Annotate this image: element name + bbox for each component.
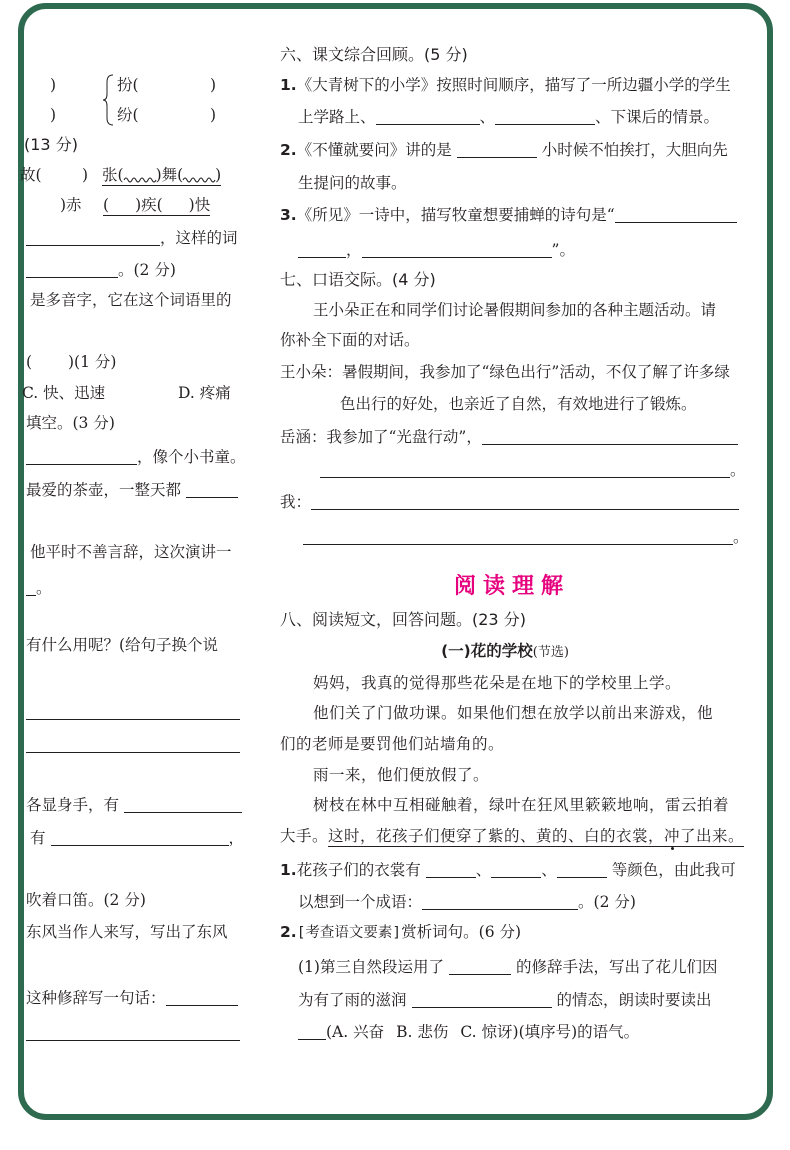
question-text: 他平时不善言辞，这次演讲一 (30, 543, 232, 561)
question-text: 《大青树下的小学》按照时间顺序，描写了一所边疆小学的学生 (296, 76, 731, 94)
separator: ， (346, 241, 362, 259)
question-text: 。(2 分) (118, 261, 176, 279)
question-6-1 (280, 75, 731, 95)
question-text: 的情态，朗读时要读出 (556, 991, 712, 1009)
passage-paragraph: 雨一来，他们便放假了。 (313, 766, 490, 784)
dialogue-wang-cont: 色出行的好处，也亲近了自然，有效地进行了锻炼。 (340, 395, 697, 413)
passage-paragraph: 妈妈，我真的觉得那些花朵是在地下的学校里上学。 (313, 674, 682, 692)
passage-text: 了出来。 (680, 827, 745, 845)
question-text: ) (215, 166, 222, 184)
passage-note: (节选) (532, 645, 569, 660)
separator: 、 (479, 108, 496, 126)
question-8-2-1 (298, 957, 718, 977)
paren-close: ) (82, 166, 89, 184)
paren-close: ) (210, 76, 217, 94)
separator: 、 (541, 861, 557, 879)
passage-title (395, 641, 615, 663)
question-line (26, 988, 238, 1008)
question-line (30, 828, 244, 848)
question-text: ，这样的词 (160, 229, 238, 247)
answer-blank (26, 707, 240, 720)
answer-blank (109, 200, 135, 210)
question-text: )快 (188, 196, 211, 214)
question-line (26, 795, 242, 815)
answer-blank (482, 432, 738, 445)
question-number: 2. (280, 141, 297, 159)
question-number: 2. (280, 923, 297, 941)
answer-blank (163, 200, 189, 210)
question-8-1 (280, 860, 736, 880)
answer-blank (311, 497, 739, 510)
answer-blank (495, 112, 595, 125)
question-line (26, 578, 52, 598)
answer-blank (303, 532, 733, 545)
section-title-8: 八、阅读短文，回答问题。(23 分) (280, 610, 526, 629)
dialogue-me-cont (303, 527, 749, 547)
question-number: 3. (280, 206, 297, 224)
choice-d: D. 疼痛 (178, 384, 231, 402)
score-label: )(1 分) (68, 353, 117, 371)
question-text: 《所见》一诗中，描写牧童想要捕蝉的诗句是“ (296, 206, 615, 224)
answer-blank (26, 233, 160, 246)
question-text: 以想到一个成语： (298, 893, 423, 911)
question-text: 。 (36, 579, 52, 597)
question-text: )疾( (135, 196, 163, 214)
section-banner-reading: 阅读理解 (453, 574, 570, 599)
question-text: 上学路上、 (298, 108, 376, 126)
wavy-blank (124, 176, 156, 184)
choice-a: (A. 兴奋 (326, 1023, 385, 1041)
separator: 、 (595, 108, 611, 126)
question-8-1-line-2 (298, 892, 636, 912)
question-text: 花孩子们的衣裳有 (296, 861, 421, 879)
answer-blank (26, 740, 240, 753)
choice-c: C. 快、迅速 (22, 384, 106, 402)
section-title-6: 六、课文综合回顾。(5 分) (280, 45, 468, 64)
question-text: 是多音字，它在这个词语里的 (30, 291, 232, 309)
score-label: (13 分) (24, 135, 78, 154)
question-text: 最爱的茶壶，一整天都 (26, 481, 182, 499)
dialogue-yue-cont (320, 460, 746, 480)
dialogue-yue (280, 427, 738, 447)
blank-group (103, 195, 210, 215)
word-option-2: 纷( (117, 106, 139, 124)
question-text: 下课后的情景。 (610, 108, 720, 126)
question-8-2 (280, 922, 521, 943)
question-6-2-line-2: 生提问的故事。 (298, 174, 407, 192)
answer-blank (376, 112, 480, 125)
paren-close: ) (210, 106, 217, 124)
question-text: 小时候不怕挨打，大胆向先 (541, 141, 728, 159)
choice-c: C. 惊讶)(填序号)的语气。 (460, 1023, 640, 1041)
question-6-3 (280, 205, 737, 225)
answer-blank (124, 800, 242, 813)
question-text: ，像个小书童。 (137, 448, 246, 466)
question-line (26, 260, 176, 280)
passage-text: 大手。 (280, 827, 329, 845)
sub-question-label: (1) (298, 958, 320, 976)
answer-blank (26, 1028, 240, 1041)
question-text: ”。 (551, 241, 575, 259)
question-line (26, 447, 246, 467)
answer-blank (449, 962, 511, 975)
answer-blank (51, 833, 229, 846)
paren-close: ) (50, 106, 57, 124)
question-number: 1. (280, 76, 297, 94)
brace-bracket (102, 74, 114, 126)
answer-blank (26, 265, 118, 278)
question-text: 各显身手，有 (26, 796, 120, 814)
dialogue-text: 岳涵：我参加了“光盘行动”， (280, 428, 482, 446)
question-text: 赏析词句。(6 分) (401, 923, 522, 941)
answer-blank (491, 865, 541, 878)
question-text: 东风当作人来写，写出了东风 (26, 923, 228, 941)
answer-blank (320, 465, 730, 478)
answer-line (26, 735, 240, 755)
question-text: 第三自然段运用了 (319, 958, 444, 976)
answer-blank (298, 245, 346, 258)
question-text: ， (228, 829, 245, 847)
dialogue-wang: 王小朵：暑假期间，我参加了“绿色出行”活动，不仅了解了许多绿 (280, 363, 730, 381)
answer-blank (426, 865, 476, 878)
underlined-sentence (328, 827, 744, 847)
question-text: 的修辞手法，写出了花儿们因 (515, 958, 718, 976)
answer-blank (362, 245, 552, 258)
intro-text: 你补全下面的对话。 (280, 331, 420, 349)
dialogue-text: 我： (280, 493, 312, 511)
question-text: 张( (102, 166, 124, 184)
intro-text: 王小朵正在和同学们讨论暑假期间参加的各种主题活动。请 (313, 301, 717, 319)
question-text: 填空。(3 分) (26, 414, 115, 432)
answer-blank (26, 583, 36, 596)
section-title-7: 七、口语交际。(4 分) (280, 270, 436, 289)
answer-blank (166, 993, 238, 1006)
answer-blank (186, 485, 238, 498)
period: 。 (730, 461, 746, 479)
question-text: 这种修辞写一句话： (26, 989, 166, 1007)
passage-paragraph: 他们关了门做功课。如果他们想在放学以前出来游戏，他 (313, 704, 714, 722)
question-text: ( (103, 196, 110, 214)
passage-paragraph (280, 826, 744, 846)
paren-close: ) (50, 76, 57, 94)
answer-line (26, 1023, 240, 1043)
question-text: 。(2 分) (578, 893, 636, 911)
choice-b: B. 悲伤 (396, 1023, 449, 1041)
paren-open: ( (26, 353, 33, 371)
question-line (26, 228, 238, 248)
answer-blank (457, 145, 537, 158)
question-text: )赤 (60, 196, 82, 214)
dialogue-me (280, 492, 739, 512)
question-text: 等颜色，由此我可 (611, 861, 736, 879)
question-text: 为有了雨的滋润 (298, 991, 407, 1009)
word-option-1: 扮( (117, 76, 139, 94)
passage-title-text: (一)花的学校 (441, 642, 533, 660)
passage-text: 这时，花孩子们便穿了紫的、黄的、白的衣裳， (328, 827, 665, 845)
emphasis-dot-char: 冲 (664, 827, 681, 845)
left-column (20, 0, 246, 1112)
skill-tag: [考查语文要素] (296, 925, 402, 941)
question-number: 1. (280, 861, 297, 879)
question-text: 《不懂就要问》讲的是 (296, 141, 452, 159)
question-text: )舞( (155, 166, 184, 184)
question-text: 有什么用呢？(给句子换个说 (26, 636, 219, 654)
answer-line (26, 702, 240, 722)
question-text: 有 (30, 829, 46, 847)
wavy-blank (183, 176, 215, 184)
question-8-2-1-line-2 (298, 990, 712, 1010)
answer-blank (557, 865, 607, 878)
separator: 、 (475, 861, 492, 879)
passage-paragraph: 树枝在林中互相碰触着，绿叶在狂风里簌簌地响，雷云拍着 (313, 796, 730, 814)
question-6-3-line-2 (298, 240, 575, 260)
period: 。 (733, 528, 749, 546)
question-text: 故( (20, 166, 42, 184)
question-8-2-1-line-3 (298, 1022, 639, 1042)
question-text: 吹着口笛。(2 分) (26, 891, 146, 909)
answer-blank (422, 897, 578, 910)
question-6-1-line-2 (298, 107, 719, 127)
answer-blank (412, 995, 552, 1008)
question-line (26, 480, 238, 500)
passage-paragraph: 们的老师是要罚他们站墙角的。 (280, 735, 505, 753)
question-6-2 (280, 140, 728, 160)
wavy-blank-group (102, 165, 221, 185)
answer-blank (298, 1027, 326, 1040)
answer-blank (615, 210, 737, 223)
answer-blank (26, 452, 137, 465)
